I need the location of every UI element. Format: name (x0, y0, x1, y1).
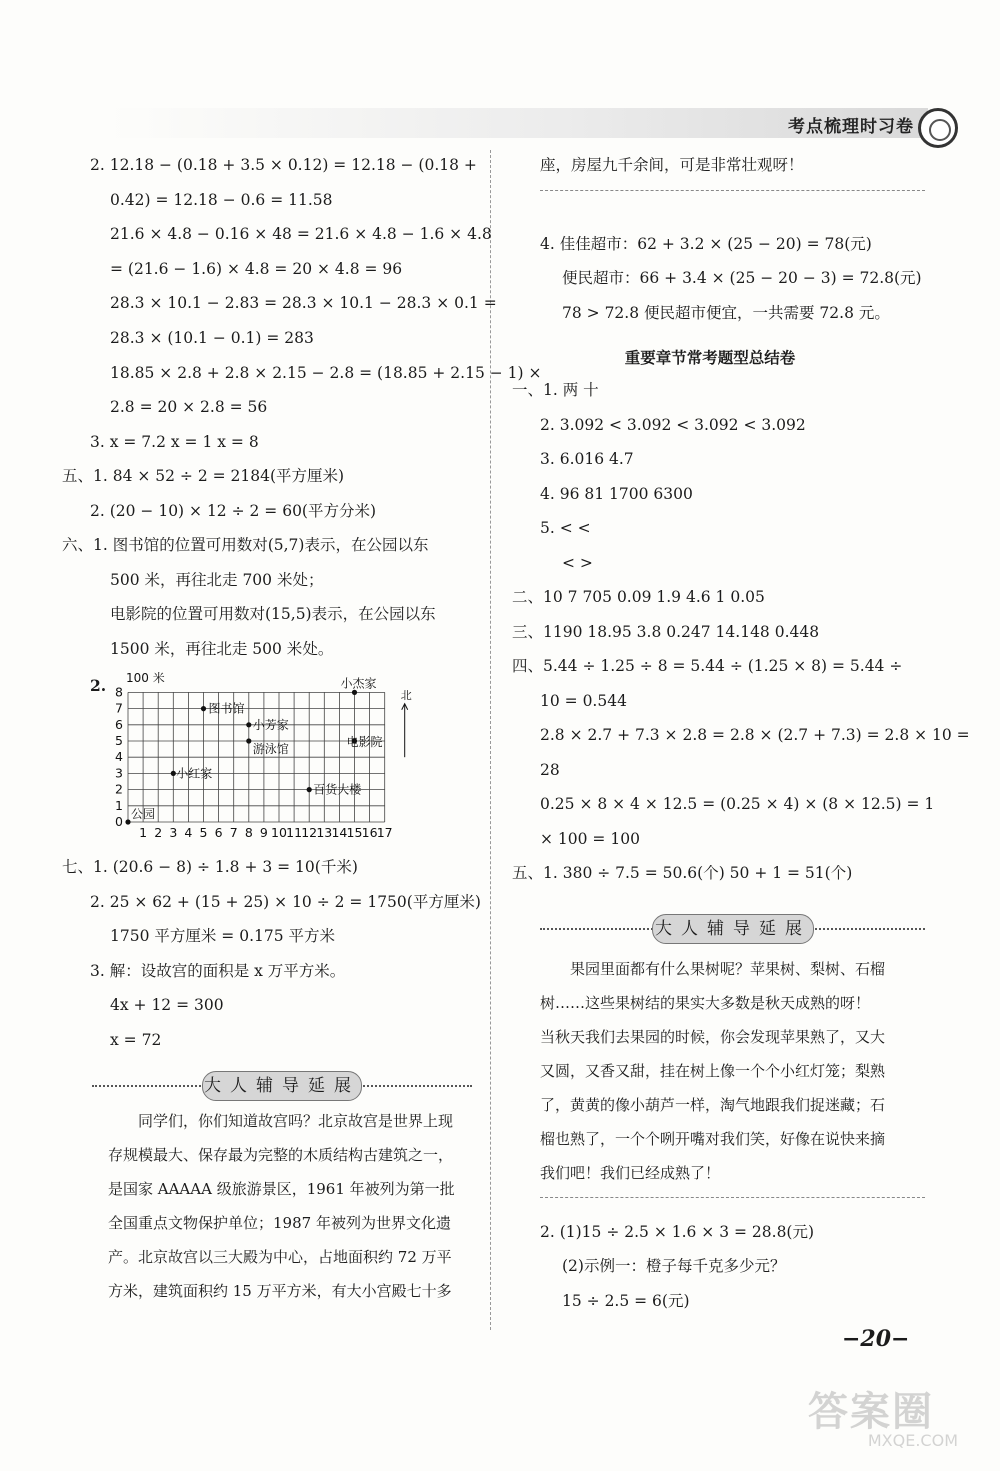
answer-line: 二、10 7 705 0.09 1.9 4.6 1 0.05 (512, 588, 765, 606)
x-tick-label: 11 (286, 825, 303, 840)
y-tick-label: 1 (115, 797, 123, 813)
answer-line: x = 72 (110, 1031, 162, 1049)
watermark (808, 1380, 958, 1460)
map-point (246, 738, 251, 743)
x-tick-label: 6 (214, 825, 223, 840)
map-point-label: 小杰家 (340, 676, 377, 691)
answer-line: 电影院的位置可用数对(15,5)表示，在公园以东 (110, 605, 436, 623)
answer-line: 3. x = 7.2 x = 1 x = 8 (90, 433, 259, 451)
ext-text-line: 同学们，你们知道故宫吗？北京故宫是世界上现 (138, 1112, 454, 1130)
answer-line: 10 = 0.544 (540, 692, 627, 710)
answer-line: 2. (1)15 ÷ 2.5 × 1.6 × 3 = 28.8(元) (540, 1223, 815, 1241)
left-ext-title: 大人辅导延展 (202, 1071, 362, 1101)
x-tick-label: 10 (271, 825, 287, 840)
answer-line: 一、1. 两 十 (512, 381, 599, 399)
x-tick-label: 4 (184, 825, 193, 840)
map-point-label: 公园 (131, 807, 156, 821)
answer-line: 18.85 × 2.8 + 2.8 × 2.15 − 2.8 = (18.85 + 2.15 − 1) × (110, 364, 542, 382)
answer-line: 3. 解：设故宫的面积是 x 万平方米。 (90, 962, 346, 980)
y-tick-label: 5 (115, 733, 123, 748)
answer-line: 28.3 × (10.1 − 0.1) = 283 (110, 329, 314, 347)
answer-line: 六、1. 图书馆的位置可用数对(5,7)表示，在公园以东 (62, 536, 429, 554)
answer-line: 2. 12.18 − (0.18 + 3.5 × 0.12) = 12.18 − (0.18 + (90, 156, 477, 174)
right-ext-banner (540, 914, 925, 944)
answer-line: 4x + 12 = 300 (110, 996, 224, 1014)
y-tick-label: 2 (115, 781, 123, 797)
map-point-label: 小红家 (176, 766, 213, 781)
ext-text-line: 树……这些果树结的果实大多数是秋天成熟的呀！ (540, 994, 871, 1012)
x-tick-label: 12 (301, 825, 318, 840)
ext-text-line: 果园里面都有什么果树呢？苹果树、梨树、石榴 (570, 960, 886, 978)
answer-line: 1750 平方厘米 = 0.175 平方米 (110, 927, 336, 945)
page-number: −20− (842, 1326, 910, 1352)
ext-text-line: 全国重点文物保护单位；1987 年被列为世界文化遗 (108, 1214, 451, 1232)
answer-line: 4. 佳佳超市：62 + 3.2 × (25 − 20) = 78(元) (540, 235, 872, 253)
map-point (125, 819, 130, 824)
x-tick-label: 13 (316, 825, 333, 840)
y-tick-label: 4 (115, 749, 123, 765)
dash-sep-1 (540, 190, 925, 191)
map-point (201, 706, 206, 711)
answer-line: 2.8 × 2.7 + 7.3 × 2.8 = 2.8 × (2.7 + 7.3) = 2.8 × 10 = (540, 726, 970, 744)
answer-line: (2)示例一：橙子每千克多少元？ (562, 1257, 786, 1275)
x-tick-label: 14 (331, 825, 348, 840)
x-tick-label: 7 (229, 825, 238, 840)
answer-line: 七、1. (20.6 − 8) ÷ 1.8 + 3 = 10(千米) (62, 858, 358, 876)
map-point-label: 游泳馆 (252, 742, 289, 756)
y-tick-label: 8 (115, 684, 123, 700)
map-point (352, 690, 357, 695)
ext-text-line: 存规模最大、保存最为完整的木质结构古建筑之一， (108, 1146, 454, 1164)
y-tick-label: 0 (115, 814, 123, 829)
x-tick-label: 2 (154, 825, 163, 840)
ext-text-line: 当秋天我们去果园的时候，你会发现苹果熟了，又大 (540, 1028, 886, 1046)
ext-text-line: 是国家 AAAAA 级旅游景区，1961 年被列为第一批 (108, 1180, 455, 1198)
answer-line: 四、5.44 ÷ 1.25 ÷ 8 = 5.44 ÷ (1.25 × 8) = 5.44 ÷ (512, 657, 903, 675)
ext-text-line: 了，黄黄的像小葫芦一样，淘气地跟我们捉迷藏；石 (540, 1096, 886, 1114)
y-tick-label: 6 (115, 716, 123, 732)
ext-text-line: 产。北京故宫以三大殿为中心，占地面积约 72 万平 (108, 1248, 452, 1266)
map-point (246, 722, 251, 727)
column-divider (490, 150, 491, 1330)
answer-line: < > (562, 554, 593, 572)
x-tick-label: 8 (244, 825, 253, 840)
map-point-label: 电影院 (346, 735, 383, 749)
answer-line: 78 > 72.8 便民超市便宜，一共需要 72.8 元。 (562, 304, 890, 322)
answer-line: 0.25 × 8 × 4 × 12.5 = (0.25 × 4) × (8 × 12.5) = 1 (540, 795, 935, 813)
x-tick-label: 3 (169, 825, 178, 840)
grid-chart-svg (90, 672, 420, 847)
answer-line: 28.3 × 10.1 − 2.83 = 28.3 × 10.1 − 28.3 × 0.1 = (110, 294, 497, 312)
x-tick-label: 17 (376, 825, 393, 840)
answer-line: 5. < < (540, 519, 591, 537)
answer-line: 2. 3.092 < 3.092 < 3.092 < 3.092 (540, 416, 806, 434)
answer-line: 21.6 × 4.8 − 0.16 × 48 = 21.6 × 4.8 − 1.6 × 4.8 (110, 225, 492, 243)
y-tick-label: 3 (115, 765, 123, 781)
answer-line: 五、1. 84 × 52 ÷ 2 = 2184(平方厘米) (62, 467, 345, 485)
answer-line: × 100 = 100 (540, 830, 640, 848)
chart-question-label: 2. (90, 676, 107, 695)
answer-line: 3. 6.016 4.7 (540, 450, 634, 468)
y-tick-label: 7 (115, 700, 123, 716)
x-tick-label: 16 (361, 825, 378, 840)
ext-text-line: 又圆，又香又甜，挂在树上像一个个小红灯笼；梨熟 (540, 1062, 886, 1080)
north-label: 北 (400, 688, 412, 702)
map-point-label: 小芳家 (252, 717, 289, 732)
answer-line: 1500 米，再往北走 500 米处。 (110, 640, 334, 658)
answer-line: 0.42) = 12.18 − 0.6 = 11.58 (110, 191, 333, 209)
ext-text-line: 我们吧！我们已经成熟了！ (540, 1164, 721, 1182)
answer-line: 4. 96 81 1700 6300 (540, 485, 693, 503)
x-tick-label: 1 (139, 825, 148, 840)
answer-line: 座，房屋九千余间，可是非常壮观呀！ (540, 156, 804, 174)
map-point (171, 771, 176, 776)
x-tick-label: 9 (259, 825, 268, 840)
section-title: 重要章节常考题型总结卷 (624, 349, 796, 367)
left-ext-banner (92, 1071, 472, 1101)
answer-line: 五、1. 380 ÷ 7.5 = 50.6(个) 50 + 1 = 51(个) (512, 864, 853, 882)
header-title: 考点梳理时习卷 (788, 117, 914, 137)
coordinate-chart (90, 672, 420, 851)
answer-line: 2.8 = 20 × 2.8 = 56 (110, 398, 268, 416)
map-point-label: 图书馆 (208, 701, 245, 716)
x-tick-label: 5 (199, 825, 208, 840)
unit-label: 100 米 (126, 672, 165, 685)
ext-text-line: 方米，建筑面积约 15 万平方米，有大小宫殿七十多 (108, 1282, 452, 1300)
watermark-sub: MXQE.COM (867, 1431, 958, 1450)
answer-line: 三、1190 18.95 3.8 0.247 14.148 0.448 (512, 623, 820, 641)
ext-text-line: 榴也熟了，一个个咧开嘴对我们笑，好像在说快来摘 (540, 1130, 886, 1148)
dash-sep-2 (540, 1197, 925, 1198)
map-point (307, 787, 312, 792)
answer-line: 便民超市：66 + 3.4 × (25 − 20 − 3) = 72.8(元) (562, 269, 922, 287)
x-tick-label: 15 (346, 825, 363, 840)
map-point-label: 百货大楼 (313, 782, 362, 797)
answer-line: 500 米，再往北走 700 米处； (110, 571, 324, 589)
answer-line: 15 ÷ 2.5 = 6(元) (562, 1292, 690, 1310)
header-logo-icon (918, 108, 958, 148)
answer-line: 2. (20 − 10) × 12 ÷ 2 = 60(平方分米) (90, 502, 377, 520)
answer-line: 2. 25 × 62 + (15 + 25) × 10 ÷ 2 = 1750(平方厘米) (90, 893, 481, 911)
answer-line: 28 (540, 761, 560, 779)
answer-line: = (21.6 − 1.6) × 4.8 = 20 × 4.8 = 96 (110, 260, 403, 278)
right-ext-title: 大人辅导延展 (652, 914, 814, 944)
watermark-main: 答案圈 (808, 1389, 934, 1435)
